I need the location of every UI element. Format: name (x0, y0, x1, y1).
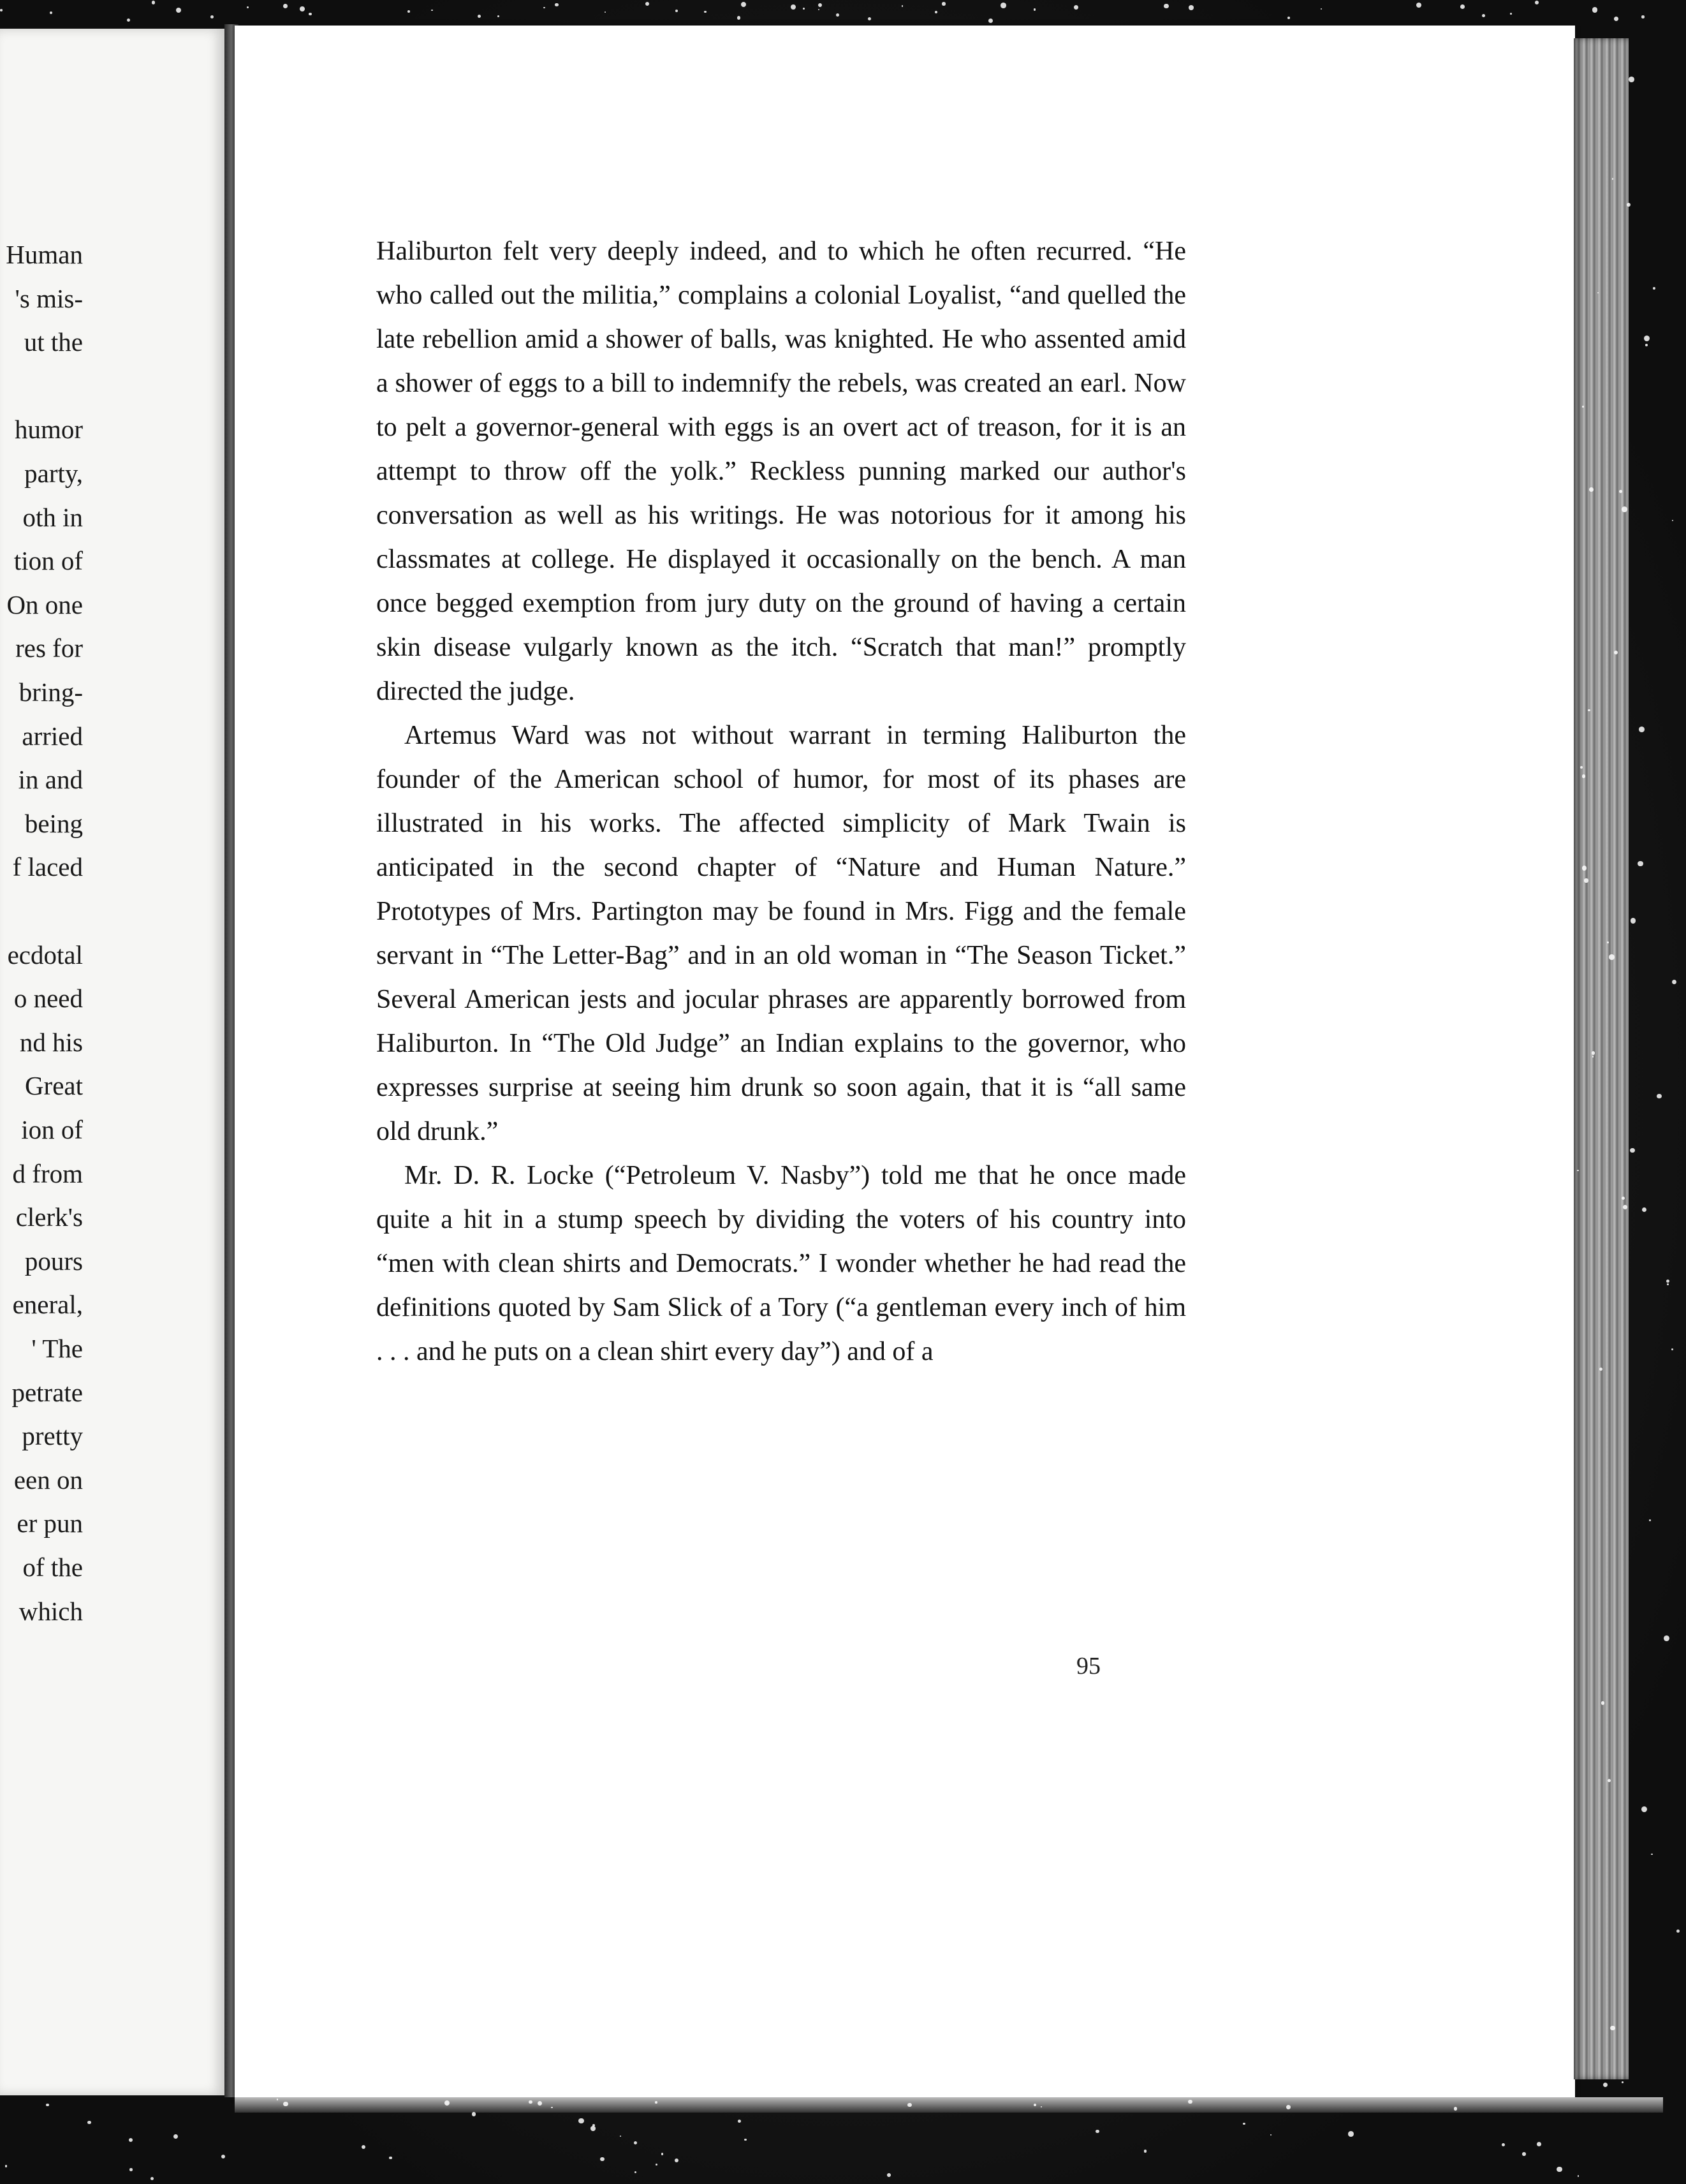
scan-speck (741, 2, 746, 7)
left-page-line: of the (22, 1553, 83, 1582)
scan-speck (836, 13, 839, 17)
scan-speck (1001, 3, 1006, 8)
left-page-line: ecdotal (7, 940, 83, 970)
scan-speck (1510, 13, 1512, 15)
scan-speck (1592, 1056, 1594, 1058)
scan-speck (1321, 8, 1322, 10)
scan-speck (1537, 2142, 1542, 2147)
left-page-line: clerk's (15, 1202, 83, 1232)
scan-speck (1630, 1148, 1634, 1153)
left-page-line: oth in (22, 502, 83, 532)
scan-speck (1609, 954, 1615, 960)
left-page-line: ' The (31, 1334, 83, 1363)
scan-speck (1610, 2026, 1615, 2030)
scan-speck (0, 9, 3, 11)
left-page-line: petrate (11, 1377, 83, 1407)
bottom-edge (235, 2097, 1663, 2113)
scan-speck (605, 11, 606, 13)
scan-speck (1074, 5, 1078, 10)
left-page-line: een on (13, 1465, 83, 1494)
scan-speck (1664, 1635, 1669, 1641)
left-page-line: pours (24, 1246, 83, 1276)
scan-speck (1644, 336, 1650, 341)
scan-speck (46, 2104, 48, 2106)
scan-speck (1189, 5, 1194, 10)
scan-speck (444, 2100, 450, 2106)
scan-speck (1454, 2107, 1457, 2110)
scan-speck (1582, 774, 1585, 778)
left-page-line: d from (12, 1158, 83, 1188)
scan-speck (87, 2121, 91, 2124)
paragraph-1: Haliburton felt very deeply indeed, and to which he often recurred. “He who called out the militia,” complains a colonial Loyalist, “and quelled the late rebellion amid a shower of balls, was knighted. He who assented amid a shower of eggs to a bill to indemnify the rebels, was created an earl. Now to pelt a governor-general with eggs is an overt act of treason, for it is an attempt to throw off the yolk.” Reckless punning marked our author's conversation as well as his writings. He was notorious for it among his classmates at college. He displayed it occasionally on the bench. A man once begged exemption from jury duty on the ground of having a certain skin disease vulgarly known as the itch. “Scratch that man!” promptly directed the judge. (376, 237, 1186, 706)
scan-speck (1460, 4, 1465, 9)
scan-speck (1645, 344, 1648, 346)
left-page-line: in and (18, 765, 83, 795)
left-page-line: pretty (22, 1421, 83, 1451)
scan-speck (1584, 878, 1588, 882)
left-page-line: bring- (18, 677, 83, 707)
scan-speck (1641, 15, 1644, 18)
scan-speck (50, 11, 52, 14)
scan-speck (1589, 487, 1594, 492)
scan-speck (988, 18, 993, 23)
page-edges (1574, 38, 1629, 2079)
scan-speck (1622, 506, 1627, 512)
scan-speck (150, 2177, 154, 2180)
scan-speck (300, 6, 305, 11)
scan-speck (152, 1, 155, 4)
scan-speck (942, 2, 945, 5)
scan-speck (1607, 941, 1609, 943)
scan-speck (1592, 1051, 1595, 1054)
scan-speck (1287, 17, 1290, 19)
scan-speck (210, 15, 214, 18)
left-page-line: ut the (24, 327, 83, 357)
left-page-line: eneral, (12, 1290, 83, 1320)
scan-speck (1676, 1929, 1680, 1933)
left-facing-page (0, 29, 228, 2095)
left-page-line: humor (14, 415, 83, 445)
scan-speck (1631, 918, 1636, 923)
scan-speck (887, 2173, 891, 2177)
scan-speck (1653, 287, 1655, 290)
left-page-line: er pun (17, 1509, 83, 1538)
scan-speck (675, 10, 678, 12)
page-number: 95 (1076, 1653, 1101, 1679)
scan-speck (902, 5, 903, 6)
left-page-line: party, (24, 459, 83, 488)
scan-speck (704, 11, 706, 13)
scan-speck (1641, 1806, 1647, 1812)
scan-speck (868, 17, 871, 20)
left-page-line: o need (13, 984, 83, 1014)
left-page-line: Human (6, 240, 83, 269)
paragraph-2: Artemus Ward was not without warrant in terming Haliburton the founder of the American school of humor, for most of its phases are illustrated in his works. The affected simplicity of Mark Twain is anticipated in the second chapter of “Nature and Human Nature.” Prototypes of Mrs. Partington may be found in Mrs. Figg and the female servant in “The Letter-Bag” and in an old woman in “The Season Ticket.” Several American jests and jocular phrases are apparently borrowed from Haliburton. In “The Old Judge” an Indian explains to the governor, who expresses surprise at seeing him drunk so soon again, that it is “all same old drunk.” (376, 721, 1186, 1146)
scan-speck (634, 2141, 637, 2144)
scan-speck (1034, 8, 1036, 11)
left-page-line: nd his (19, 1027, 83, 1057)
scan-speck (1188, 2100, 1192, 2104)
scan-speck (592, 2124, 595, 2127)
left-page-line: Great (24, 1071, 83, 1101)
left-page-line: tion of (13, 546, 83, 576)
left-page-line: f laced (12, 852, 83, 882)
scan-speck (907, 2103, 911, 2107)
scan-speck (1614, 17, 1618, 21)
left-page-line: res for (15, 633, 83, 663)
scan-speck (1657, 1094, 1661, 1098)
left-page-line: arried (22, 721, 83, 751)
scan-speck (578, 2118, 583, 2123)
scan-speck (283, 4, 288, 8)
scan-speck (1582, 866, 1587, 870)
scan-speck (661, 2153, 664, 2155)
scan-speck (129, 2168, 133, 2171)
scan-speck (538, 2101, 542, 2106)
scan-speck (737, 16, 740, 19)
paragraph-3: Mr. D. R. Locke (“Petroleum V. Nasby”) told me that he once made quite a hit in a stump speech by dividing the voters of his country into “men with clean shirts and Democrats.” I wonder whether he had read the definitions quoted by Sam Slick of a Tory (“a gentleman every inch of him . . . and he puts on a clean shirt every day”) and of a (376, 1161, 1186, 1366)
scan-speck (1638, 861, 1643, 866)
scan-speck (1608, 1779, 1611, 1782)
scan-speck (1348, 2131, 1354, 2137)
scan-speck (1629, 77, 1634, 82)
scan-speck (655, 2101, 657, 2104)
scan-speck (431, 10, 432, 11)
scan-speck (590, 2126, 595, 2130)
scan-speck (1535, 1, 1539, 4)
body-text (376, 230, 1186, 1374)
scan-speck (1622, 2081, 1624, 2083)
scan-speck (1667, 1283, 1669, 1285)
left-page-line: 's mis- (15, 283, 83, 313)
scan-speck (1522, 2152, 1525, 2155)
scan-speck (1580, 766, 1583, 769)
scan-speck (1639, 727, 1645, 732)
scan-speck (1578, 2175, 1579, 2176)
left-page-line: being (24, 808, 83, 838)
scan-speck (1582, 406, 1584, 408)
left-page-line: On one (6, 589, 83, 619)
scan-speck (1592, 7, 1597, 12)
scan-speck (472, 2112, 476, 2116)
left-page-line: ion of (21, 1115, 83, 1144)
scan-speck (5, 2165, 7, 2167)
left-page-line: which (18, 1596, 83, 1626)
scan-speck (543, 7, 545, 8)
scan-speck (389, 2157, 392, 2159)
